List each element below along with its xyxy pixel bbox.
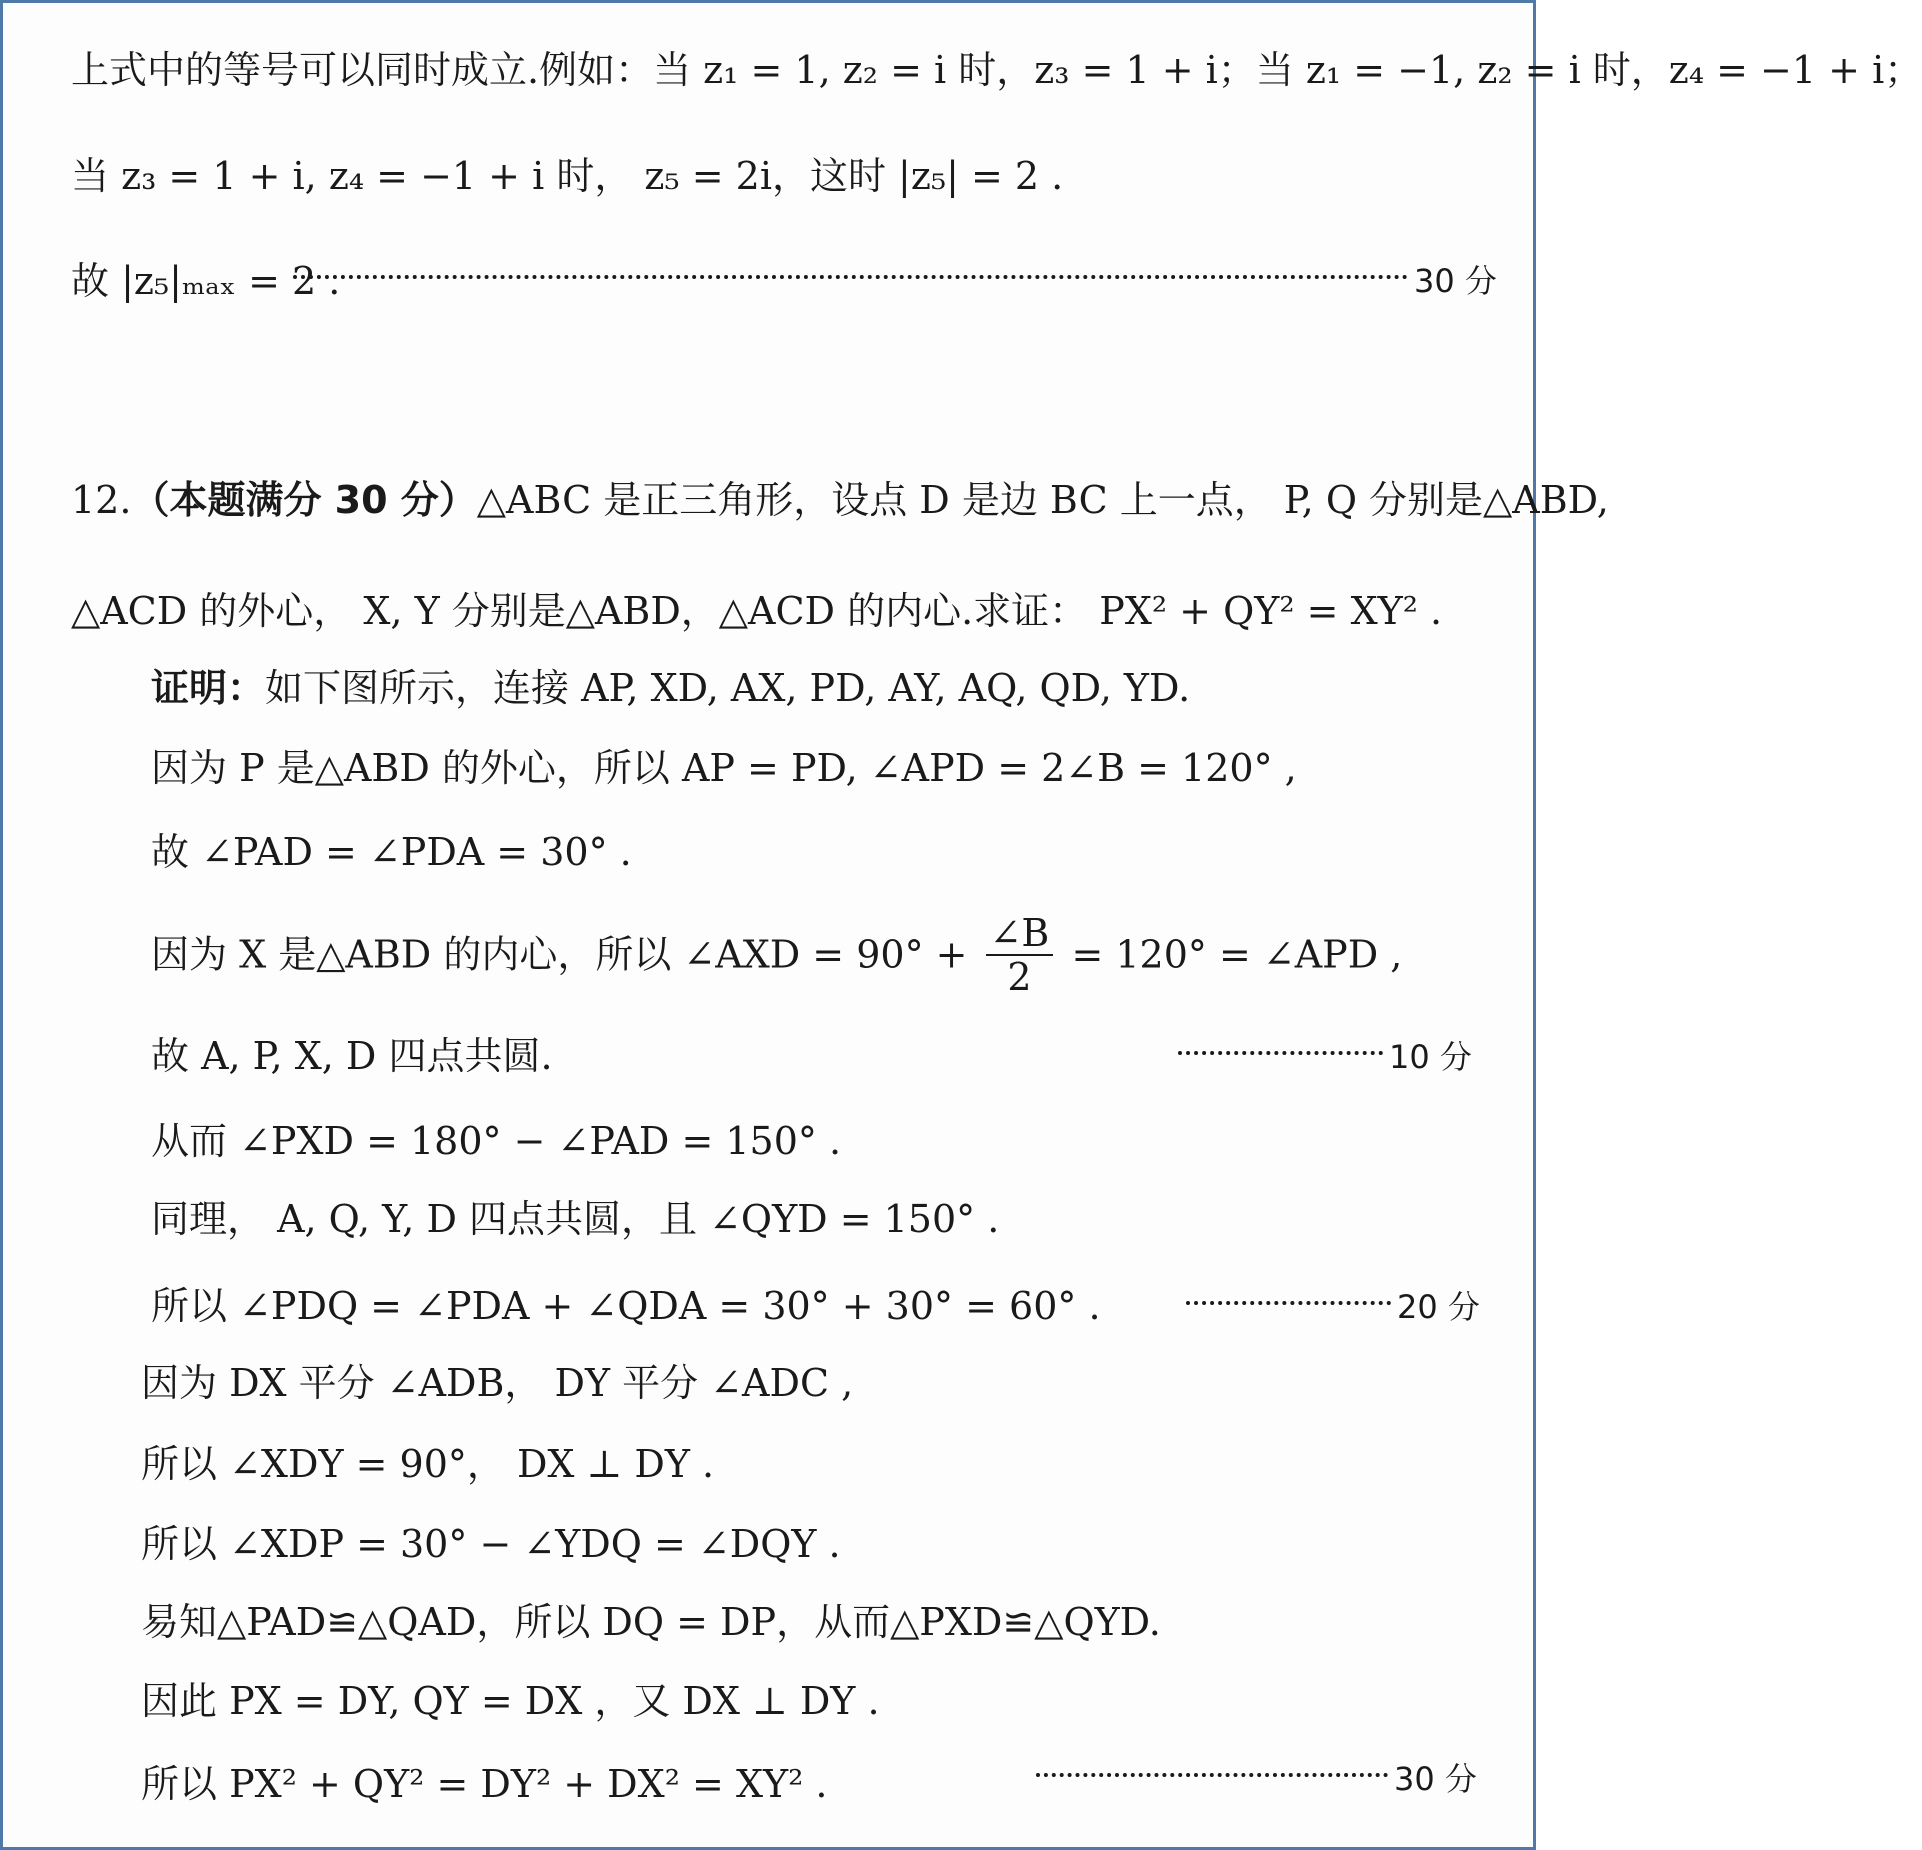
problem-number: 12. bbox=[71, 478, 132, 522]
proof-line: 易知△PAD≌△QAD，所以 DQ = DP，从而△PXD≌△QYD. bbox=[141, 1600, 1161, 1644]
score-label: 30 分 bbox=[1394, 1760, 1477, 1798]
score-label: 30 分 bbox=[1414, 262, 1497, 300]
score-marker bbox=[293, 261, 1497, 301]
dot-leader bbox=[1186, 1301, 1391, 1305]
proof-label: 证明： bbox=[151, 666, 266, 710]
problem-statement-line-2: △ACD 的外心， X, Y 分别是△ABD，△ACD 的内心.求证： PX² + QY² = XY² . bbox=[71, 589, 1443, 633]
proof-line: 所以 ∠XDY = 90°， DX ⊥ DY . bbox=[141, 1442, 715, 1486]
proof-line: 因为 DX 平分 ∠ADB， DY 平分 ∠ADC , bbox=[141, 1361, 854, 1405]
dot-leader bbox=[293, 275, 1408, 279]
proof-line: 故 ∠PAD = ∠PDA = 30° . bbox=[151, 830, 632, 874]
proof-line: 所以 ∠PDQ = ∠PDA + ∠QDA = 30° + 30° = 60° . bbox=[151, 1284, 1101, 1328]
proof-line: 从而 ∠PXD = 180° − ∠PAD = 150° . bbox=[151, 1119, 842, 1163]
score-marker bbox=[1036, 1759, 1477, 1799]
score-label: 10 分 bbox=[1389, 1038, 1472, 1076]
proof-line: 同理， A, Q, Y, D 四点共圆，且 ∠QYD = 150° . bbox=[151, 1197, 1000, 1241]
proof-line-fraction bbox=[151, 903, 1402, 1003]
score-label: 20 分 bbox=[1397, 1288, 1480, 1326]
proof-line: 因此 PX = DY, QY = DX ，又 DX ⊥ DY . bbox=[141, 1679, 880, 1723]
problem-text: △ABC 是正三角形，设点 D 是边 BC 上一点， P, Q 分别是△ABD, bbox=[476, 478, 1609, 522]
proof-line: 所以 ∠XDP = 30° − ∠YDQ = ∠DQY . bbox=[141, 1522, 841, 1566]
text-line: 上式中的等号可以同时成立.例如：当 z₁ = 1, z₂ = i 时，z₃ = 1 + i；当 z₁ = −1, z₂ = i 时，z₄ = −1 + i； bbox=[71, 48, 1922, 92]
score-marker bbox=[1178, 1037, 1472, 1077]
proof-text: 如下图所示，连接 AP, XD, AX, PD, AY, AQ, QD, YD. bbox=[265, 666, 1191, 710]
fraction-numerator: ∠B bbox=[986, 912, 1054, 956]
fraction-denominator: 2 bbox=[1007, 954, 1032, 999]
dot-leader bbox=[1036, 1773, 1388, 1777]
proof-text: = 120° = ∠APD , bbox=[1071, 932, 1403, 977]
proof-line bbox=[151, 665, 1190, 711]
score-marker bbox=[1186, 1287, 1480, 1327]
proof-line: 所以 PX² + QY² = DY² + DX² = XY² . bbox=[141, 1762, 828, 1806]
problem-points: （本题满分 30 分） bbox=[131, 478, 477, 522]
proof-line: 故 A, P, X, D 四点共圆. bbox=[151, 1034, 553, 1078]
proof-text: 因为 X 是△ABD 的内心，所以 ∠AXD = 90° + bbox=[151, 932, 968, 977]
problem-statement-line-1 bbox=[71, 477, 1609, 523]
fraction bbox=[986, 912, 1054, 998]
text-line: 当 z₃ = 1 + i, z₄ = −1 + i 时， z₅ = 2i，这时 |z₅| = 2 . bbox=[71, 154, 1064, 198]
proof-line: 因为 P 是△ABD 的外心，所以 AP = PD, ∠APD = 2∠B = 120° , bbox=[151, 746, 1297, 790]
text-line: 故 |z₅|ₘₐₓ = 2 . bbox=[71, 259, 341, 303]
dot-leader bbox=[1178, 1051, 1383, 1055]
